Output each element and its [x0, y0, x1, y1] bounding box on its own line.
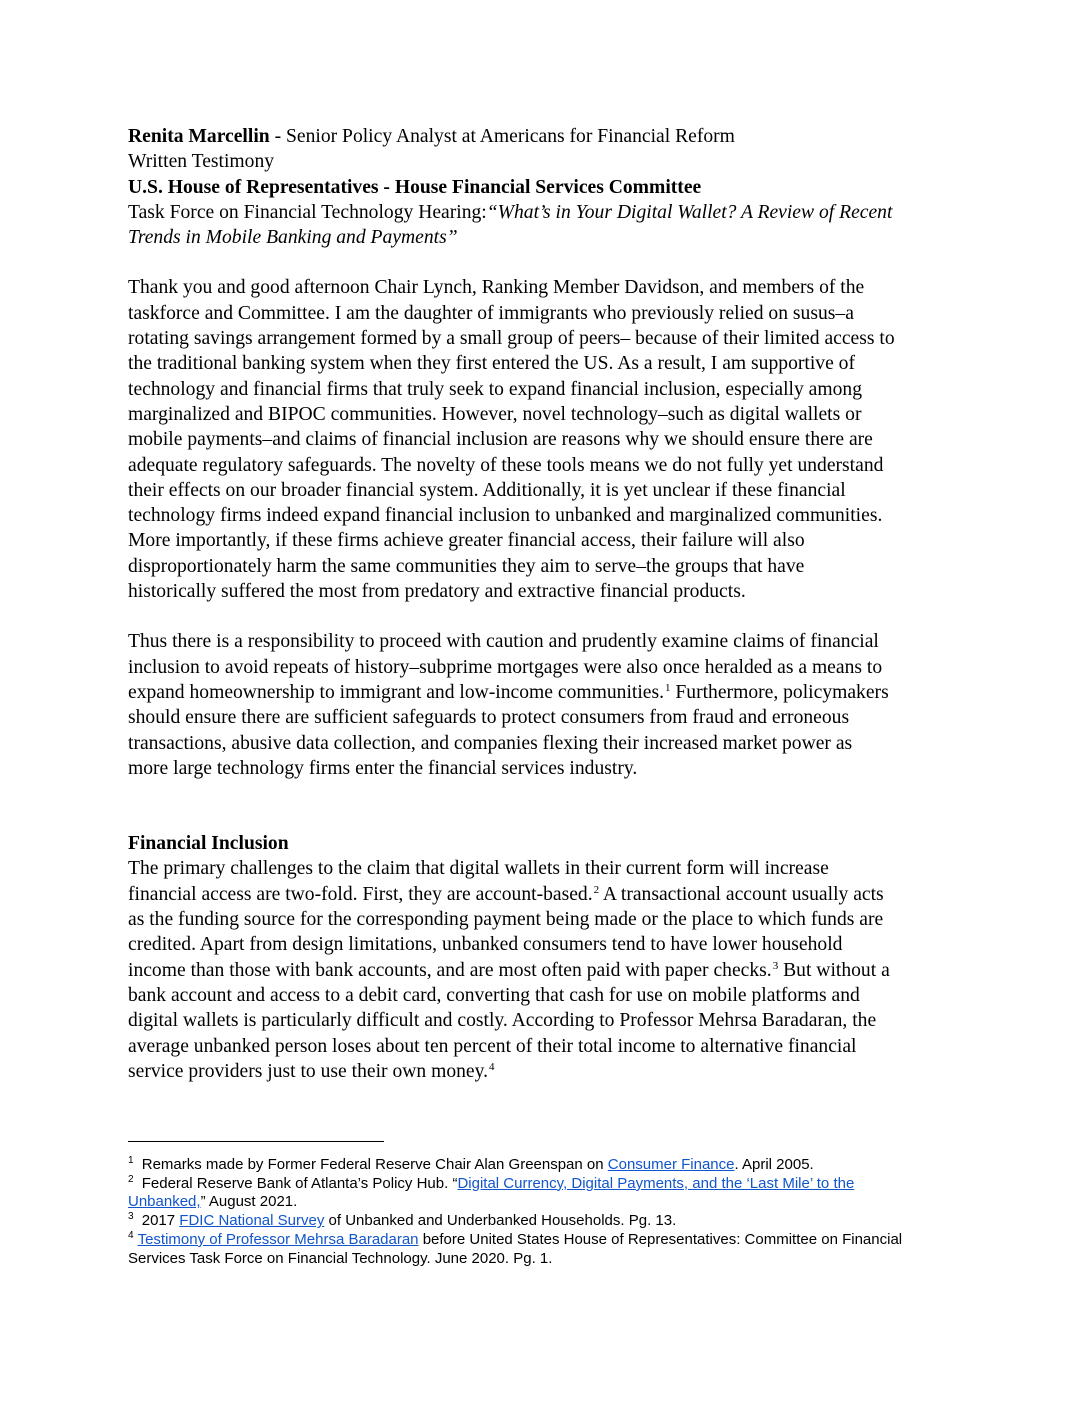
- footnote-divider: [128, 1141, 384, 1142]
- footnote-4: [128, 1231, 968, 1250]
- paragraph-line: average unbanked person loses about ten percent of their total income to alternative financial: [128, 1035, 857, 1057]
- paragraph-line: technology and financial firms that truly seek to expand financial inclusion, especially among: [128, 378, 863, 400]
- text-run: service providers just to use their own money.: [128, 1060, 489, 1082]
- document-body: [128, 124, 968, 1084]
- committee-name: U.S. House of Representatives - House Financial Services Committee: [128, 176, 702, 198]
- footnote-ref-4[interactable]: 4: [489, 1060, 495, 1073]
- document-type: Written Testimony: [128, 151, 275, 173]
- intro-paragraph: [128, 275, 968, 604]
- paragraph-line: Thus there is a responsibility to proceed with caution and prudently examine claims of financial: [128, 631, 879, 653]
- footnote-text: ” August 2021.: [200, 1193, 298, 1211]
- text-run: expand homeownership to immigrant and low-income communities.: [128, 681, 664, 703]
- footnote-link[interactable]: Digital Currency, Digital Payments, and the ‘Last Mile’ to the: [457, 1174, 855, 1192]
- paragraph-line: digital wallets is particularly difficult and costly. According to Professor Mehrsa Baradaran, the: [128, 1010, 877, 1032]
- footnote-link[interactable]: Testimony of Professor Mehrsa Baradaran: [137, 1230, 419, 1248]
- paragraph-line: the traditional banking system when they first entered the US. As a result, I am supportive of: [128, 353, 855, 375]
- footnote-number: 2: [128, 1173, 134, 1185]
- text-run: financial access are two-fold. First, they are account-based.: [128, 883, 593, 905]
- text-run: But without a: [778, 959, 890, 981]
- paragraph-line: bank account and access to a debit card, converting that cash for use on mobile platforms and: [128, 984, 860, 1006]
- hearing-title-part-1: “What’s in Your Digital Wallet? A Review of Recent: [486, 201, 893, 223]
- author-line: [128, 124, 968, 149]
- text-run: income than those with bank accounts, and are most often paid with paper checks.: [128, 959, 772, 981]
- paragraph-line: transactions, abusive data collection, and companies flexing their increased market power as: [128, 732, 853, 754]
- footnote-ref-2[interactable]: 2: [593, 883, 600, 896]
- paragraph-line: [128, 882, 968, 907]
- footnote-number: 1: [128, 1155, 134, 1166]
- paragraph-line: technology firms indeed expand financial inclusion to unbanked and marginalized communities.: [128, 505, 883, 527]
- paragraph-line: [128, 680, 968, 705]
- footnote-link[interactable]: FDIC National Survey: [179, 1212, 325, 1230]
- footnote-text: . April 2005.: [734, 1156, 814, 1173]
- text-run: A transactional account usually acts: [599, 883, 884, 905]
- footnote-link[interactable]: Consumer Finance: [607, 1156, 735, 1173]
- paragraph-line: Thank you and good afternoon Chair Lynch, Ranking Member Davidson, and members of the: [128, 277, 865, 299]
- footnote-ref-3[interactable]: 3: [772, 959, 779, 972]
- paragraph-line: historically suffered the most from predatory and extractive financial products.: [128, 581, 746, 603]
- footnote-ref-1[interactable]: 1: [665, 681, 671, 694]
- paragraph-line: inclusion to avoid repeats of history–subprime mortgages were also once heralded as a means to: [128, 656, 883, 678]
- caution-paragraph: [128, 629, 968, 781]
- footnote-4-continued: Services Task Force on Financial Technology. June 2020. Pg. 1.: [128, 1249, 553, 1267]
- footnotes: [128, 1141, 968, 1268]
- financial-inclusion-section: [128, 831, 968, 1084]
- paragraph-line: The primary challenges to the claim that digital wallets in their current form will increase: [128, 858, 829, 880]
- footnote-number: 4: [128, 1229, 134, 1241]
- footnote-number: 3: [128, 1211, 134, 1223]
- testimony-header: [128, 124, 968, 250]
- paragraph-line: mobile payments–and claims of financial inclusion are reasons why we should ensure there are: [128, 429, 873, 451]
- paragraph-line: adequate regulatory safeguards. The novelty of these tools means we do not fully yet understand: [128, 454, 884, 476]
- footnote-2: [128, 1175, 968, 1194]
- author-name: Renita Marcellin: [128, 126, 270, 147]
- footnote-text: Remarks made by Former Federal Reserve Chair Alan Greenspan on: [137, 1156, 608, 1173]
- hearing-title-part-2: Trends in Mobile Banking and Payments”: [128, 227, 458, 249]
- author-role: - Senior Policy Analyst at Americans for Financial Reform: [269, 126, 735, 147]
- text-run: Furthermore, policymakers: [670, 681, 889, 703]
- section-heading: Financial Inclusion: [128, 833, 289, 855]
- footnote-3: [128, 1212, 968, 1231]
- hearing-prefix: Task Force on Financial Technology Hearing:: [128, 201, 487, 223]
- footnote-text: before United States House of Representatives: Committee on Financial: [418, 1230, 903, 1248]
- footnote-1: [128, 1156, 968, 1175]
- footnote-2-continued: [128, 1193, 968, 1212]
- paragraph-line: more large technology firms enter the financial services industry.: [128, 757, 638, 779]
- paragraph-line: rotating savings arrangement formed by a small group of peers– because of their limited access to: [128, 328, 895, 350]
- paragraph-line: [128, 958, 968, 983]
- hearing-line-1: [128, 200, 968, 225]
- paragraph-line: should ensure there are sufficient safeguards to protect consumers from fraud and erroneous: [128, 707, 850, 729]
- footnote-text: Federal Reserve Bank of Atlanta’s Policy Hub. “: [137, 1174, 458, 1192]
- paragraph-line: marginalized and BIPOC communities. However, novel technology–such as digital wallets or: [128, 403, 862, 425]
- paragraph-line: credited. Apart from design limitations, unbanked consumers tend to have lower household: [128, 934, 843, 956]
- paragraph-line: taskforce and Committee. I am the daughter of immigrants who previously relied on susus–a: [128, 302, 854, 324]
- footnote-link[interactable]: Unbanked,: [128, 1193, 201, 1211]
- paragraph-line: their effects on our broader financial system. Additionally, it is yet unclear if these financial: [128, 479, 846, 501]
- paragraph-line: as the funding source for the corresponding payment being made or the place to which funds are: [128, 909, 884, 931]
- paragraph-line: disproportionately harm the same communities they aim to serve–the groups that have: [128, 555, 805, 577]
- footnote-text: 2017: [137, 1212, 180, 1230]
- paragraph-line: [128, 1059, 968, 1084]
- footnote-text: of Unbanked and Underbanked Households. Pg. 13.: [324, 1212, 677, 1230]
- paragraph-line: More importantly, if these firms achieve greater financial access, their failure will also: [128, 530, 805, 552]
